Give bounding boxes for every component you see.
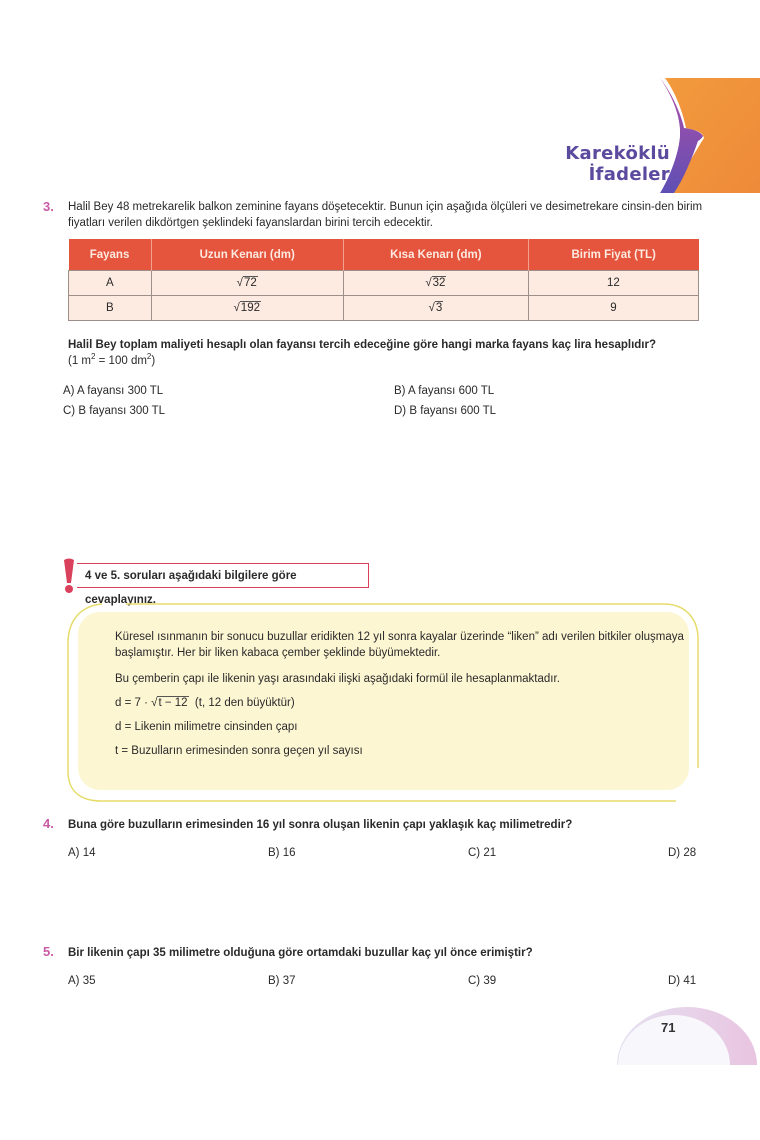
- info-paragraph-2: Bu çemberin çapı ile likenin yaşı arasındaki ilişki aşağıdaki formül ile hesaplanmaktadır.: [115, 673, 560, 685]
- table-header-row: [69, 239, 699, 271]
- radicand: 32: [432, 277, 446, 289]
- tile-table: [68, 239, 699, 321]
- question-4-number: 4.: [43, 816, 54, 831]
- question-5-text: Bir likenin çapı 35 milimetre olduğuna göre ortamdaki buzullar kaç yıl önce erimiştir?: [68, 947, 533, 959]
- q4-option-d[interactable]: D) 28: [668, 847, 697, 859]
- page-number-decoration: [600, 1005, 760, 1065]
- column-header: Birim Fiyat (TL): [528, 239, 698, 271]
- table-row: [69, 271, 699, 296]
- chapter-title: Kareköklü İfadeler: [565, 143, 670, 185]
- q4-option-b[interactable]: B) 16: [268, 847, 296, 859]
- question-3-number: 3.: [43, 199, 54, 214]
- option-b[interactable]: B) A fayansı 600 TL: [394, 385, 495, 397]
- sqrt-symbol: √3: [428, 302, 443, 314]
- question-4-text: Buna göre buzulların erimesinden 16 yıl sonra oluşan likenin çapı yaklaşık kaç milimetredir?: [68, 819, 573, 831]
- q4-option-a[interactable]: A) 14: [68, 847, 96, 859]
- radicand: 192: [240, 302, 260, 314]
- q4-option-c[interactable]: C) 21: [468, 847, 497, 859]
- question-5-number: 5.: [43, 944, 54, 959]
- option-a[interactable]: A) A fayansı 300 TL: [63, 385, 164, 397]
- column-header: Kısa Kenarı (dm): [343, 239, 528, 271]
- exclamation-icon: [61, 558, 77, 594]
- column-header: Uzun Kenarı (dm): [151, 239, 343, 271]
- column-header: Fayans: [69, 239, 152, 271]
- tile-short-side: [343, 271, 528, 296]
- instruction-banner: 4 ve 5. soruları aşağıdaki bilgilere göre cevaplayınız.: [77, 563, 369, 588]
- formula: d = 7 · √t − 12 (t, 12 den büyüktür): [115, 697, 295, 709]
- q5-option-c[interactable]: C) 39: [468, 975, 497, 987]
- table-row: [69, 296, 699, 321]
- radicand: 3: [435, 302, 443, 314]
- q5-option-d[interactable]: D) 41: [668, 975, 697, 987]
- info-paragraph-1: Küresel ısınmanın bir sonucu buzullar eridikten 12 yıl sonra kayalar üzerinde “liken” adı verilen bitkiler oluşmaya başlamıştır. Her bir liken kabaca çember şeklinde büyümektedir.: [115, 631, 684, 659]
- tile-short-side: [343, 296, 528, 321]
- page-number: 71: [661, 1020, 676, 1035]
- sqrt-symbol: √192: [233, 302, 260, 314]
- tile-name: B: [69, 296, 152, 321]
- tile-price: 9: [528, 296, 698, 321]
- option-c[interactable]: C) B fayansı 300 TL: [63, 405, 166, 417]
- unit-note: (1 $m^2 = 100$ $dm^2$): [68, 352, 156, 367]
- definition-d: d = Likenin milimetre cinsinden çapı: [115, 721, 298, 733]
- tile-long-side: [151, 271, 343, 296]
- q5-option-a[interactable]: A) 35: [68, 975, 96, 987]
- radicand: 72: [243, 277, 257, 289]
- question-3-question: Halil Bey toplam maliyeti hesaplı olan fayansı tercih edeceğine göre hangi marka fayans kaç lira hesaplıdır?: [68, 339, 656, 351]
- question-3-text: Halil Bey 48 metrekarelik balkon zeminine fayans döşetecektir. Bunun için aşağıda ölçüleri ve desimetrekare cinsin-den birim fiyatları verilen dikdörtgen şeklindeki fayanslardan birini tercih edecektir.: [68, 201, 703, 229]
- sqrt-symbol: √72: [236, 277, 257, 289]
- sqrt-symbol: √t − 12: [151, 697, 188, 709]
- option-d[interactable]: D) B fayansı 600 TL: [394, 405, 497, 417]
- definition-t: t = Buzulların erimesinden sonra geçen yıl sayısı: [115, 745, 363, 757]
- tile-long-side: [151, 296, 343, 321]
- sqrt-symbol: √32: [425, 277, 446, 289]
- tile-name: A: [69, 271, 152, 296]
- question-3-prompt: [68, 337, 718, 369]
- q5-option-b[interactable]: B) 37: [268, 975, 296, 987]
- tile-price: 12: [528, 271, 698, 296]
